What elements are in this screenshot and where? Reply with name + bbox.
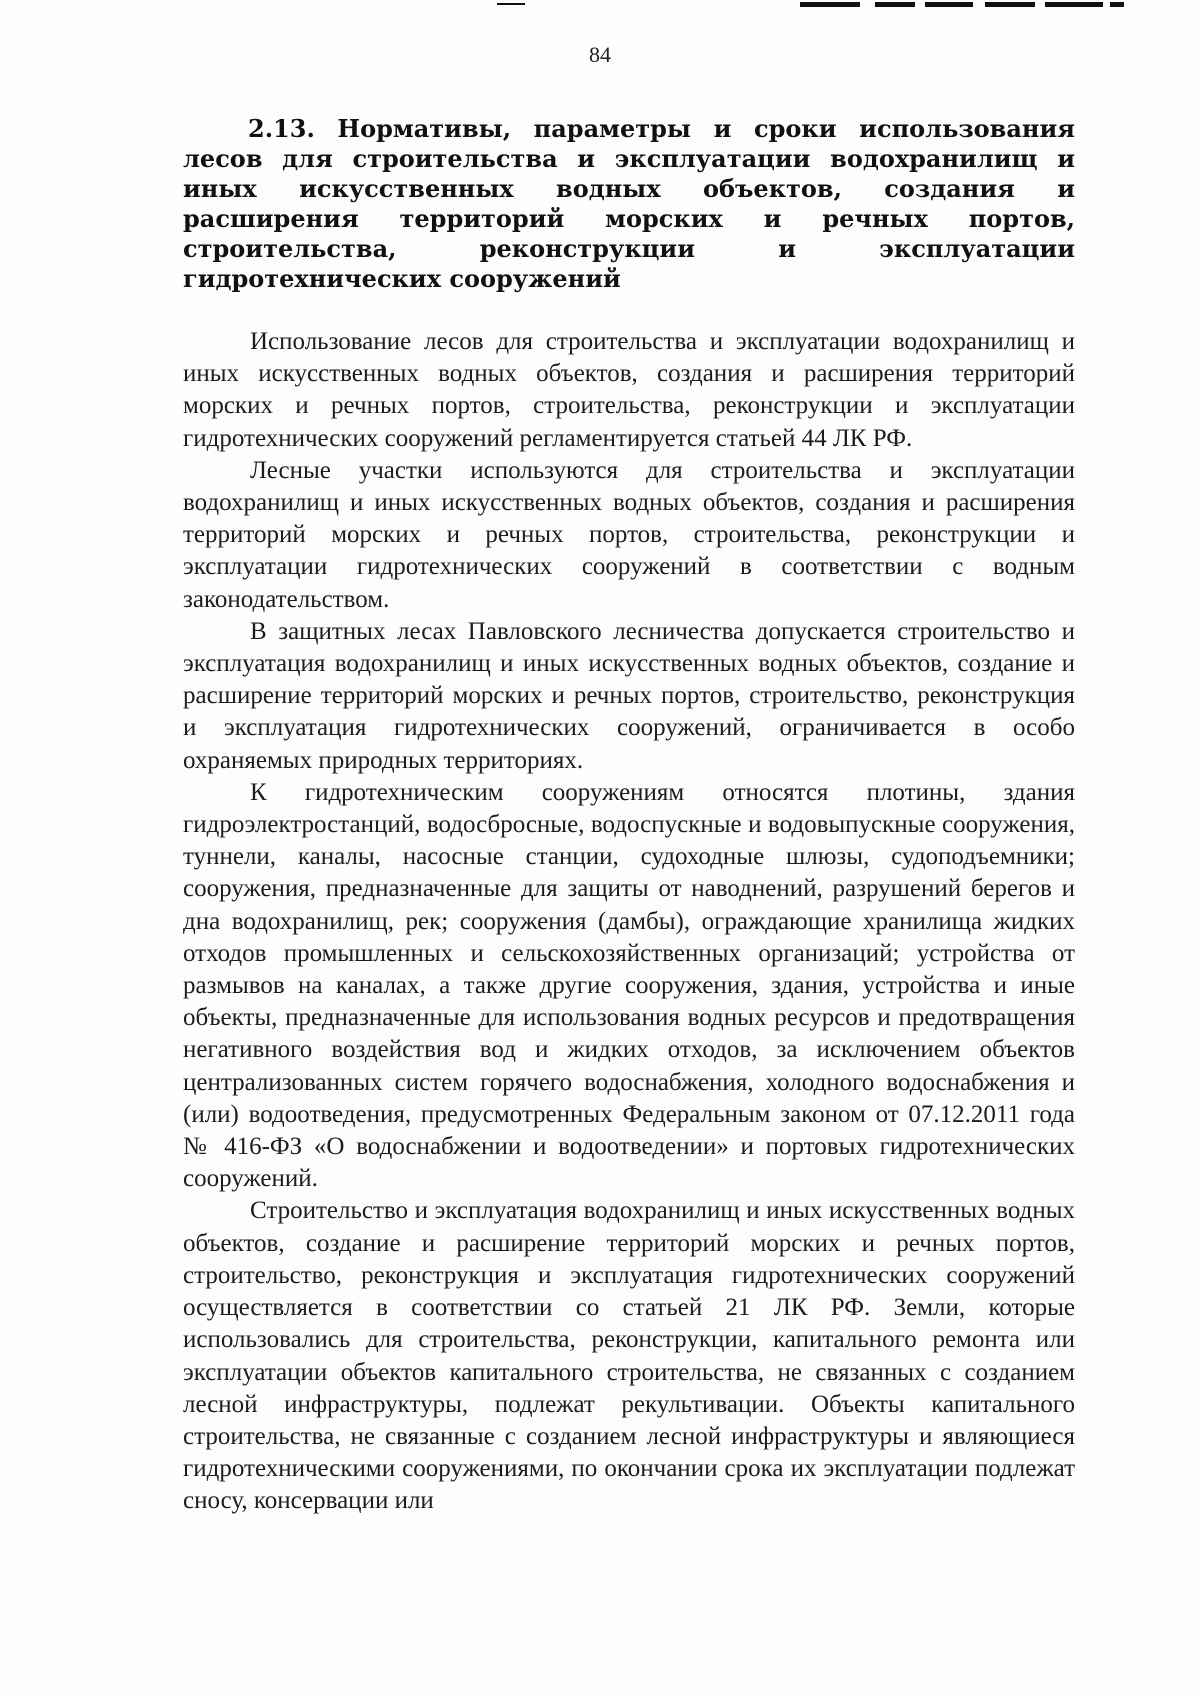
scan-mark	[800, 2, 860, 7]
section-heading: 2.13. Нормативы, параметры и сроки использования лесов для строительства и эксплуатации водохранилищ и иных искусственных водных объектов, создания и расширения территорий морских и речных портов, строительства, реконструкции и эксплуатации гидротехнических сооружений	[183, 114, 1075, 293]
scan-artifacts	[0, 0, 1200, 12]
scan-mark	[875, 2, 915, 7]
page-number: 84	[589, 42, 611, 67]
scan-mark	[497, 3, 525, 5]
paragraph: Использование лесов для строительства и эксплуатации водохранилищ и иных искусственных водных объектов, создания и расширения территорий морских и речных портов, строительства, реконструкции и эксплуатации гидротехнических сооружений регламентируется статьей 44 ЛК РФ.	[183, 328, 1075, 452]
document-body	[183, 114, 1075, 1518]
scan-mark	[1045, 2, 1103, 7]
paragraph: К гидротехническим сооружениям относятся плотины, здания гидроэлектростанций, водосбросные, водоспускные и водовыпускные сооружения, туннели, каналы, насосные станции, судоходные шлюзы, судоподъемники; сооружения, предназначенные для защиты от наводнений, разрушений берегов и дна водохранилищ, рек; сооружения (дамбы), ограждающие хранилища жидких отходов промышленных и сельскохозяйственных организаций; устройства от размывов на каналах, а также другие сооружения, здания, устройства и иные объекты, предназначенные для использования водных ресурсов и предотвращения негативного воздействия вод и жидких отходов, за исключением объектов централизованных систем горячего водоснабжения, холодного водоснабжения и (или) водоотведения, предусмотренных Федеральным законом от 07.12.2011 года № 416-ФЗ «О водоснабжении и водоотведении» и портовых гидротехнических сооружений.	[183, 778, 1075, 1193]
paragraph: Лесные участки используются для строительства и эксплуатации водохранилищ и иных искусственных водных объектов, создания и расширения территорий морских и речных портов, строительства, реконструкции и эксплуатации гидротехнических сооружений в соответствии с водным законодательством.	[183, 456, 1075, 613]
scan-mark	[1110, 2, 1124, 7]
paragraph: Строительство и эксплуатация водохранилищ и иных искусственных водных объектов, создание и расширение территорий морских и речных портов, строительство, реконструкция и эксплуатация гидротехнических сооружений осуществляется в соответствии со статьей 21 ЛК РФ. Земли, которые использовались для строительства, реконструкции, капитального ремонта или эксплуатации объектов капитального строительства, не связанных с созданием лесной инфраструктуры, подлежат рекультивации. Объекты капитального строительства, не связанные с созданием лесной инфраструктуры и являющиеся гидротехническими сооружениями, по окончании срока их эксплуатации подлежат сносу, консервации или	[183, 1197, 1075, 1515]
paragraph: В защитных лесах Павловского лесничества допускается строительство и эксплуатация водохранилищ и иных искусственных водных объектов, создание и расширение территорий морских и речных портов, строительство, реконструкция и эксплуатация гидротехнических сооружений, ограничивается в особо охраняемых природных территориях.	[183, 617, 1075, 774]
scan-mark	[985, 2, 1035, 7]
scan-mark	[925, 2, 973, 7]
